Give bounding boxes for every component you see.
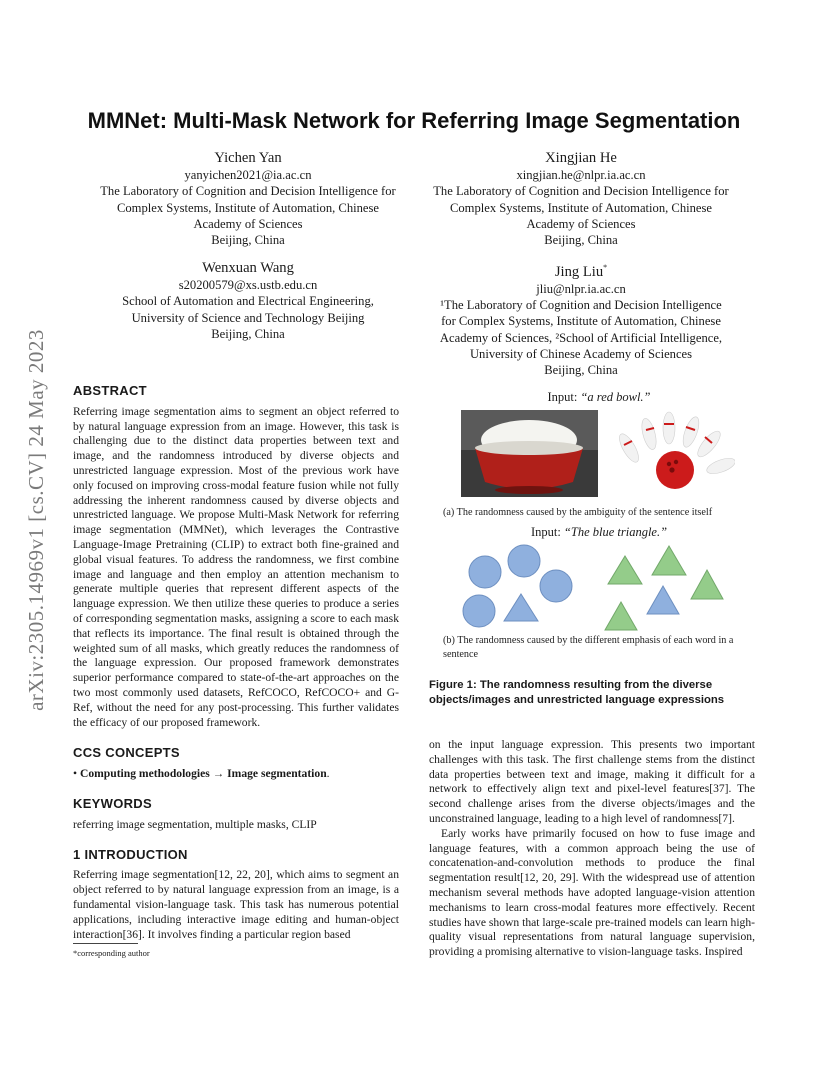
blue-circle: [508, 545, 540, 577]
bowling-image: [605, 410, 735, 497]
arxiv-identifier: arXiv:2305.14969v1 [cs.CV] 24 May 2023: [24, 329, 48, 711]
green-triangle: [605, 602, 637, 630]
figure-1: [429, 386, 769, 716]
introduction-text: Referring image segmentation[12, 22, 20], which aims to segment an object referred to by natural language expression from an image, is a fundamental vision-language task. This task has numerous potential applications, including interactive image editing and human-object interaction[36]. It involves finding a particular region based: [73, 868, 399, 941]
author-name: Wenxuan Wang: [202, 260, 294, 276]
subcaption-b: (b) The randomness caused by the different emphasis of each word in a sentence: [443, 635, 734, 660]
ccs-heading: CCS CONCEPTS: [73, 745, 180, 761]
author-block: [78, 259, 418, 342]
keywords-heading: KEYWORDS: [73, 795, 152, 811]
author-email: yanyichen2021@ia.ac.cn: [184, 168, 312, 182]
subcaption-a: (a) The randomness caused by the ambiguity of the sentence itself: [443, 507, 713, 518]
author-affiliation-line: Academy of Sciences: [193, 216, 303, 231]
author-affiliation-line: Beijing, China: [544, 363, 618, 378]
left-column: [73, 384, 399, 942]
author-email: jliu@nlpr.ia.ac.cn: [536, 281, 626, 296]
bowl-foot: [495, 486, 563, 494]
author-affiliation-line: Beijing, China: [211, 233, 285, 248]
blue-circle: [469, 556, 501, 588]
author-affiliation-line: for Complex Systems, Institute of Automation, Chinese: [441, 314, 721, 329]
author-email: s20200579@xs.ustb.edu.cn: [178, 278, 318, 292]
right-column: [429, 738, 755, 960]
ball-hole: [667, 462, 671, 466]
figure-input-a: Input: “a red bowl.”: [547, 390, 651, 404]
blue-circle: [540, 570, 572, 602]
footnote-rule: [73, 943, 138, 944]
author-email: xingjian.he@nlpr.ia.ac.cn: [516, 168, 646, 182]
paper-title: MMNet: Multi-Mask Network for Referring Image Segmentation: [87, 108, 741, 133]
introduction-heading: 1 INTRODUCTION: [73, 846, 188, 862]
figure-caption: Figure 1: The randomness resulting from the diverse objects/images and unrestricted language expressions: [429, 679, 725, 706]
author-affiliation-line: The Laboratory of Cognition and Decision Intelligence for: [433, 184, 729, 199]
green-triangle: [608, 556, 642, 584]
author-block: [411, 259, 751, 379]
author-affiliation-line: University of Science and Technology Beijing: [131, 310, 365, 325]
author-block: [411, 149, 751, 248]
ball-hole: [674, 460, 678, 464]
green-triangle: [652, 546, 686, 575]
author-affiliation-line: The Laboratory of Cognition and Decision Intelligence for: [100, 184, 396, 199]
author-affiliation-line: Complex Systems, Institute of Automation, Chinese: [449, 200, 712, 215]
blue-shapes-image: [459, 544, 577, 632]
ccs-item: • Computing methodologies → Image segmentation.: [73, 767, 330, 781]
author-affiliation-line: ¹The Laboratory of Cognition and Decision Intelligence: [440, 298, 722, 313]
bowling-ball: [656, 451, 694, 489]
author-affiliation-line: Beijing, China: [211, 326, 285, 341]
bowling-pin: [663, 412, 675, 444]
author-affiliation-line: Complex Systems, Institute of Automation, Chinese: [116, 200, 379, 215]
author-name: Yichen Yan: [214, 150, 282, 166]
figure-input-b: Input: “The blue triangle.”: [530, 525, 668, 539]
right-paragraph-2: Early works have primarily focused on how to fuse image and language features, with a common approach being the use of concatenation-and-convolution methods to produce the final segmentation result[12, 20, 29]. With the widespread use of attention mechanism several methods have adopted language-vision attention mechanisms to learn cross-modal features more effectively. Recent studies have shown that large-scale pre-trained models can learn high-quality visual representations from natural language supervision, providing a promising alternative to vision-language tasks. Inspired: [429, 826, 755, 959]
rice-bowl-image: [461, 410, 598, 497]
footnote: *corresponding author: [73, 948, 150, 958]
green-triangle: [691, 570, 723, 599]
author-name: Xingjian He: [545, 150, 617, 166]
author-affiliation-line: School of Automation and Electrical Engineering,: [122, 294, 374, 309]
author-affiliation-line: Academy of Sciences, ²School of Artificial Intelligence,: [439, 330, 723, 345]
blue-circle: [463, 595, 495, 627]
right-paragraph-1: on the input language expression. This presents two important challenges with this task. The first challenge stems from the distinct data properties between text and image, making it difficult for a network to effectively align text and pixel-level features[37]. The second challenge arises from the diverse objects/images and the unconstrained language, leading to a high level of randomness[7].: [429, 738, 755, 825]
blue-triangle: [647, 586, 679, 614]
bowl-rim-rice: [475, 441, 583, 455]
abstract-text: Referring image segmentation aims to segment an object referred to by natural language expression from an image. However, this task is challenging due to the distinct data properties between text and image, and the randomness introduced by diverse objects and unrestricted language expression. Most of the previous work have only focused on improving cross-modal feature fusion while not fully addressing the inherent randomness caused by diverse objects and unrestricted language. We propose Multi-Mask Network for referring image segmentation (MMNet), which leverages the Contrastive Language-Image Pretraining (CLIP) to extract both fine-grained and global visual features. To address the randomness, we first combine image and language and then employ an attention mechanism to generate multiple queries that represent different aspects of the language expression. We then utilize these queries to produce a series of corresponding segmentation masks, assigning a score to each mask that reflects its importance. The final result is obtained through the weighted sum of all masks, which greatly reduces the randomness of the language expression. Our proposed framework demonstrates superior performance compared to state-of-the-art approaches on the two most commonly used datasets, RefCOCO, RefCOCO+ and G-Ref, without the need for any post-processing. This further validates the efficacy of our proposed framework.: [73, 404, 399, 729]
author-affiliation-line: Academy of Sciences: [526, 216, 636, 231]
ball-hole: [669, 467, 674, 472]
author-affiliation-line: Beijing, China: [544, 233, 618, 248]
author-affiliation-line: University of Chinese Academy of Sciences: [469, 347, 693, 362]
author-block: [78, 149, 418, 248]
author-name: Jing Liu*: [554, 263, 608, 280]
keywords-text: referring image segmentation, multiple masks, CLIP: [73, 817, 317, 831]
abstract-heading: ABSTRACT: [73, 383, 147, 398]
green-shapes-image: [597, 544, 727, 636]
blue-triangle: [504, 594, 538, 621]
